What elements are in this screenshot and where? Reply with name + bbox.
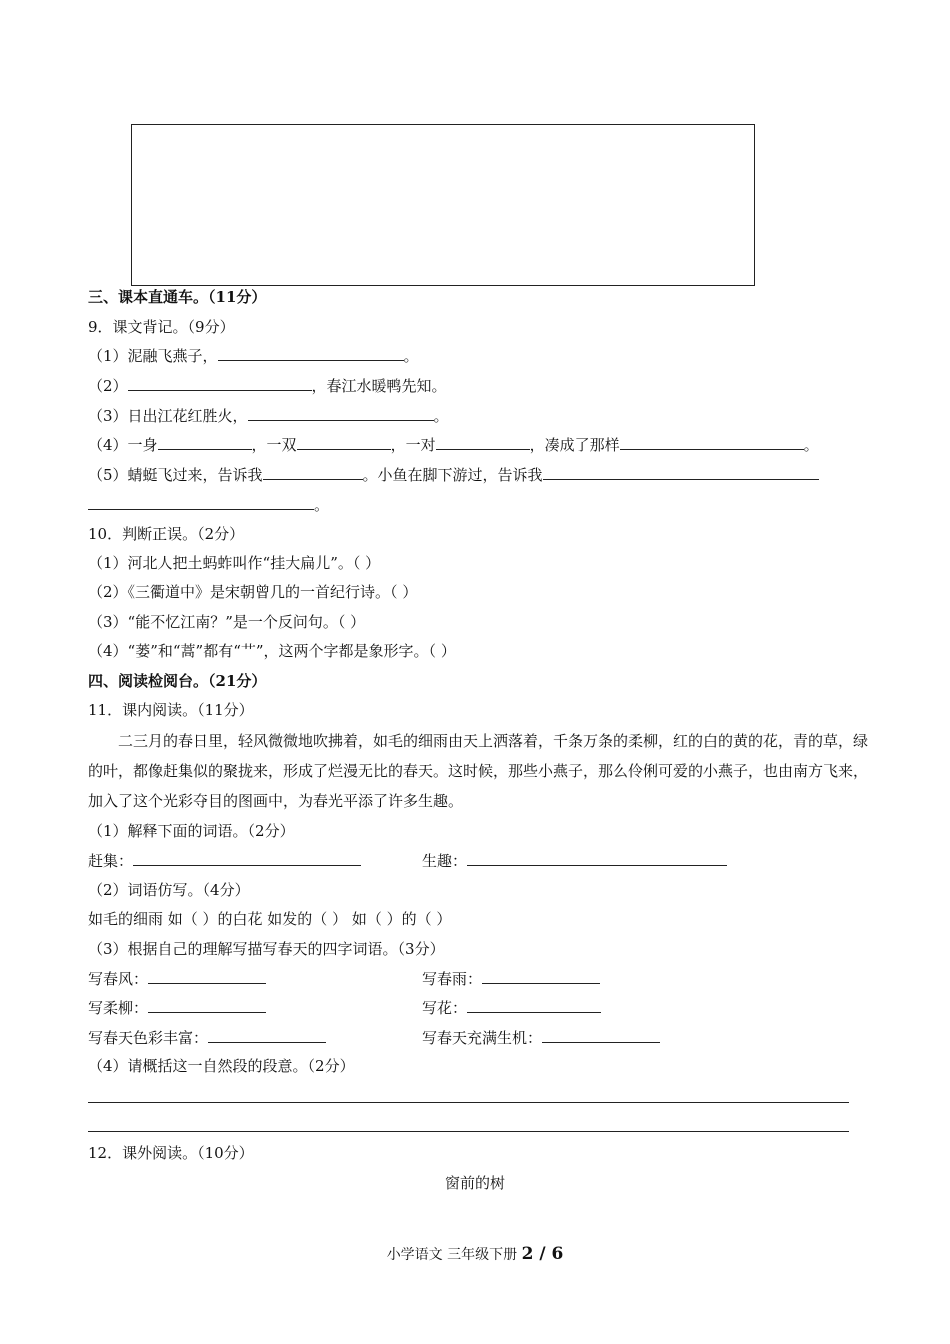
blank[interactable] xyxy=(248,406,434,421)
blank[interactable] xyxy=(542,1028,660,1043)
blank[interactable] xyxy=(263,465,363,480)
footer-label: 小学语文 三年级下册 xyxy=(386,1247,518,1263)
blank[interactable] xyxy=(218,346,404,361)
q10-title: 10．判断正误。（2分） xyxy=(88,525,245,543)
q11-imitate: 如毛的细雨 如（ ）的白花 如发的（ ） 如（ ）的（ ） xyxy=(88,910,452,928)
q11-passage: 二三月的春日里，轻风微微地吹拂着，如毛的细雨由天上洒落着，千条万条的柔柳，红的白的黄的花，青的草，绿的叶，都像赶集似的聚拢来，形成了烂漫无比的春天。这时候，那些小燕子，那么伶俐可爱的小燕子，也由南方飞来，加入了这个光彩夺目的图画中，为春光平添了许多生趣。 xyxy=(88,732,869,810)
q11-sub3: （3）根据自己的理解写描写春天的四字词语。（3分） xyxy=(88,940,445,958)
article-title: 窗前的树 xyxy=(444,1174,505,1192)
q9-item1: （1）泥融飞燕子， 。 xyxy=(88,347,419,365)
q11-willow: 写柔柳： xyxy=(88,998,266,1018)
answer-line[interactable] xyxy=(88,1131,849,1132)
blank[interactable] xyxy=(482,969,600,984)
q11-vitality: 写春天充满生机： xyxy=(422,1028,660,1048)
q11-sub1: （1）解释下面的词语。（2分） xyxy=(88,822,295,840)
q11-colorful: 写春天色彩丰富： xyxy=(88,1028,326,1048)
q12-title: 12．课外阅读。（10分） xyxy=(88,1144,254,1162)
q10-item: （2）《三衢道中》是宋朝曾几的一首纪行诗。（ ） xyxy=(88,583,418,601)
blank[interactable] xyxy=(133,851,361,866)
blank[interactable] xyxy=(128,376,312,391)
blank[interactable] xyxy=(543,465,819,480)
page-number: 2 / 6 xyxy=(521,1244,564,1264)
q9-item4: （4）一身 ，一双 ，一对 ，凑成了那样 。 xyxy=(88,436,819,454)
q10-item: （1）河北人把土蚂蚱叫作“挂大扁儿”。（ ） xyxy=(88,554,381,572)
q11-spring-rain: 写春雨： xyxy=(422,969,600,989)
blank[interactable] xyxy=(467,998,601,1013)
q9-item5: （5）蜻蜓飞过来，告诉我 。小鱼在脚下游过，告诉我 xyxy=(88,465,819,485)
q11-sub2: （2）词语仿写。（4分） xyxy=(88,881,250,899)
blank[interactable] xyxy=(467,851,727,866)
blank[interactable] xyxy=(88,495,314,510)
q9-item3: （3）日出江花红胜火， 。 xyxy=(88,407,449,425)
blank[interactable] xyxy=(208,1028,326,1043)
q10-item: （4）“蒌”和“蒿”都有“艹”，这两个字都是象形字。（ ） xyxy=(88,642,456,660)
answer-box xyxy=(131,124,755,286)
blank[interactable] xyxy=(158,435,252,450)
section4-title: 四、阅读检阅台。（21分） xyxy=(88,672,267,690)
q10-item: （3）“能不忆江南？”是一个反问句。（ ） xyxy=(88,613,366,631)
blank[interactable] xyxy=(148,969,266,984)
page-footer xyxy=(0,1244,950,1264)
blank[interactable] xyxy=(148,998,266,1013)
q11-title: 11．课内阅读。（11分） xyxy=(88,701,254,719)
blank[interactable] xyxy=(436,435,530,450)
q9-item2: （2） ，春江水暖鸭先知。 xyxy=(88,377,447,395)
q9-item5-cont: 。 xyxy=(88,495,329,515)
q11-spring-wind: 写春风： xyxy=(88,969,266,989)
answer-line[interactable] xyxy=(88,1102,849,1103)
blank[interactable] xyxy=(620,435,804,450)
section3-title: 三、课本直通车。（11分） xyxy=(88,288,267,306)
blank[interactable] xyxy=(297,435,391,450)
q9-title: 9．课文背记。（9分） xyxy=(88,318,235,336)
q11-word2: 生趣： xyxy=(422,851,727,871)
q11-word1: 赶集： xyxy=(88,851,361,871)
q11-sub4: （4）请概括这一自然段的段意。（2分） xyxy=(88,1057,355,1075)
q11-flower: 写花： xyxy=(422,998,601,1018)
